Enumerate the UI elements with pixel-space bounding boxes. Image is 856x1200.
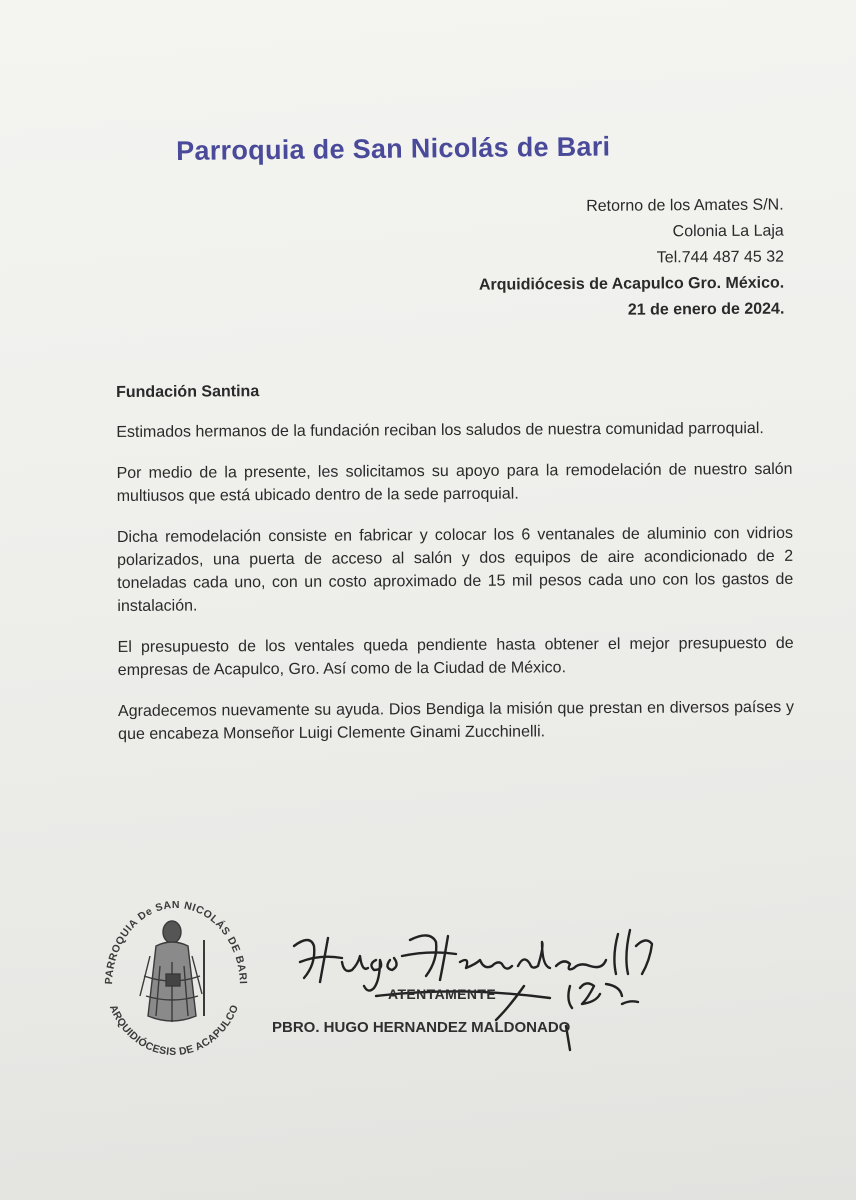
seal-top-text: PARROQUIA De SAN NICOLÁS DE BARI [102,898,249,985]
seal-bottom-text: ARQUIDIÓCESIS DE ACAPULCO [106,1003,242,1059]
thanks-paragraph: Agradecemos nuevamente su ayuda. Dios Bendiga la misión que prestan en diversos países y que encabeza Monseñor Luigi Clemente Ginami Zucchinelli. [117,698,795,743]
address-phone: Tel.744 487 45 32 [656,248,785,267]
address-block [364,193,785,326]
address-street: Retorno de los Amates S/N. [586,196,784,215]
archdiocese-line: Arquidiócesis de Acapulco Gro. México. [478,274,785,294]
recipient-name: Fundación Santina [116,383,260,401]
parish-title: Parroquia de San Nicolás de Bari [176,131,611,166]
budget-paragraph: El presupuesto de los ventales queda pendiente hasta obtener el mejor presupuesto de empresas de Acapulco, Gro. Así como de la Ciudad de México. [117,634,794,679]
letter-date: 21 de enero de 2024. [627,300,785,319]
details-paragraph: Dicha remodelación consiste en fabricar y colocar los 6 ventanales de aluminio con vidrios polarizados, una puerta de acceso al salón y dos equipos de aire acondicionado de 2 toneladas cada uno, con un costo aproximado de 15 mil pesos cada uno con los gastos de instalación. [116,524,794,615]
request-paragraph: Por medio de la presente, les solicitamos su apoyo para la remodelación de nuestro salón multiusos que está ubicado dentro de la sede parroquial. [116,460,793,505]
closing-label: ATENTAMENTE [388,986,497,1002]
letter-body [116,377,794,764]
greeting-paragraph: Estimados hermanos de la fundación reciban los saludos de nuestra comunidad parroquial. [116,420,764,441]
address-colony: Colonia La Laja [672,222,784,241]
signer-name: PBRO. HUGO HERNANDEZ MALDONADO [272,1019,571,1036]
parish-seal-icon [92,876,256,1070]
